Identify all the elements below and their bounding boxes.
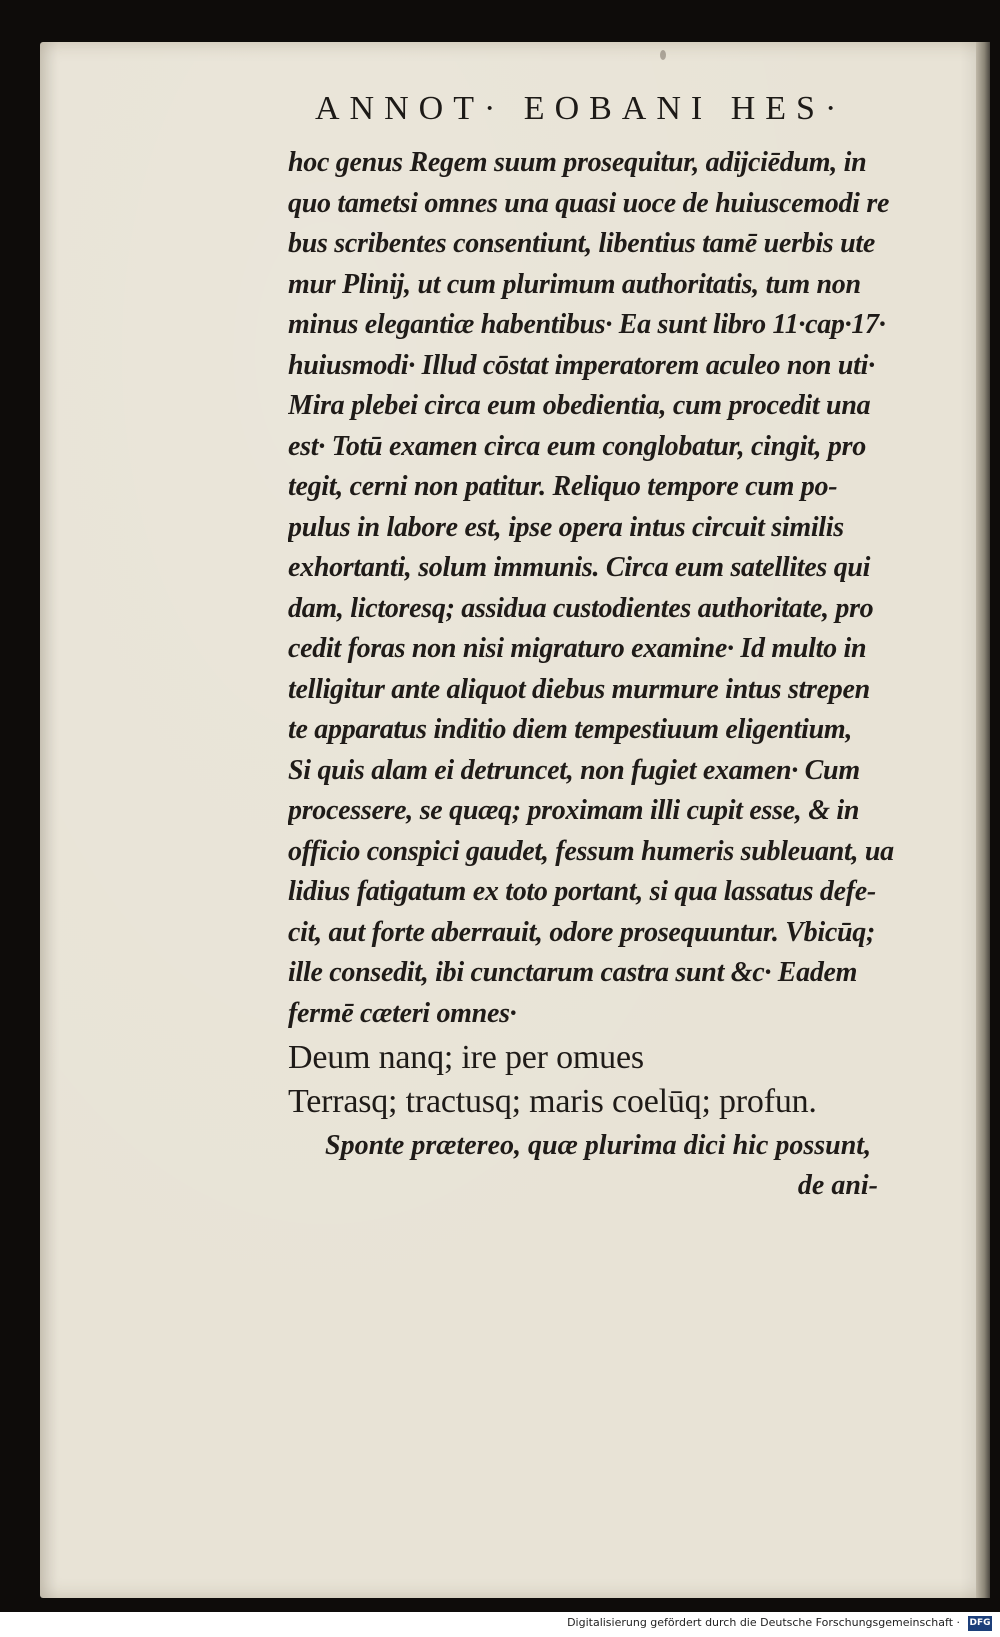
verse-quotation (288, 1036, 898, 1124)
text-line: telligitur ante aliquot diebus murmure intus strepen (288, 673, 870, 705)
text-line: ille consedit, ibi cunctarum castra sunt &c· Eadem (288, 957, 858, 988)
text-line: officio conspici gaudet, fessum humeris subleuant, ua (288, 835, 894, 867)
text-line: processere, se quæq; proximam illi cupit esse, & in (288, 795, 860, 826)
text-line: cit, aut forte aberrauit, odore prosequuntur. Vbicūq; (288, 916, 875, 948)
text-line: minus elegantiæ habentibus· Ea sunt libro 11·cap·17· (288, 309, 886, 340)
text-line: lidius fatigatum ex toto portant, si qua lassatus defe- (288, 876, 876, 907)
text-line: quo tametsi omnes una quasi uoce de huiuscemodi re (288, 187, 890, 219)
digitization-footer (0, 1612, 1000, 1637)
verse-line: Terrasq; tractusq; maris coelūq; profun. (288, 1083, 817, 1120)
text-line: pulus in labore est, ipse opera intus circuit similis (288, 511, 844, 543)
verse-line: Deum nanq; ire per omues (288, 1039, 644, 1076)
text-line: Mira plebei circa eum obedientia, cum procedit una (288, 390, 871, 421)
text-line: cedit foras non nisi migraturo examine· Id multo in (288, 633, 867, 664)
running-head: ANNOT· EOBANI HES· (315, 90, 847, 127)
text-line: hoc genus Regem suum prosequitur, adijciēdum, in (288, 147, 867, 178)
text-line: Si quis alam ei detruncet, non fugiet examen· Cum (288, 754, 860, 786)
text-line: dam, lictoresq; assidua custodientes authoritate, pro (288, 592, 874, 624)
footer-credit: Digitalisierung gefördert durch die Deutsche Forschungsgemeinschaft · (567, 1616, 960, 1629)
dfg-logo-icon: DFG (968, 1616, 992, 1631)
text-line: te apparatus inditio diem tempestiuum eligentium, (288, 714, 853, 745)
text-line: bus scribentes consentiunt, libentius tamē uerbis ute (288, 228, 875, 259)
text-line: est· Totū examen circa eum conglobatur, cingit, pro (288, 430, 866, 462)
continuation-line: Sponte prætereo, quæ plurima dici hic possunt, (325, 1130, 872, 1161)
text-line: huiusmodi· Illud cōstat imperatorem aculeo non uti· (288, 349, 875, 381)
text-line: fermē cæteri omnes· (288, 997, 517, 1029)
catchword: de ani- (797, 1170, 878, 1201)
text-line: mur Plinij, ut cum plurimum authoritatis, tum non (288, 268, 861, 300)
page-edge (976, 42, 990, 1598)
commentary-text (288, 143, 894, 1034)
text-line: exhortanti, solum immunis. Circa eum satellites qui (288, 552, 871, 583)
ink-smudge (660, 50, 666, 60)
text-line: tegit, cerni non patitur. Reliquo tempore cum po- (288, 471, 838, 502)
